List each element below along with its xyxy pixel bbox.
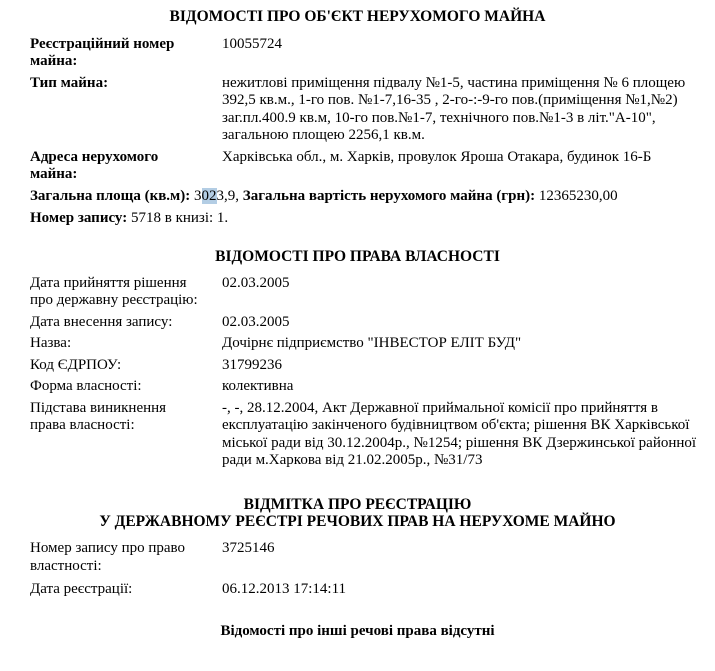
field-label-decision-date: Дата прийняття рішення про державну реєстрацію:: [30, 274, 198, 309]
field-value-ownership-form: колективна: [222, 378, 294, 395]
other-rights-note: Відомості про інші речові права відсутні: [220, 622, 495, 639]
field-value-ownership-basis: -, -, 28.12.2004, Акт Державної приймальної комісії про прийняття в експлуатацію закінченого будівництвом об'єкта; рішення ВК Харківської міської ради від 30.12.2004р., №1254; рішення ВК Дзержинської районної ради м.Харкова від 21.02.2005р., №31/73: [222, 399, 697, 469]
field-label-ownership-form: Форма власності:: [30, 378, 142, 395]
selected-text: 02: [201, 187, 217, 204]
field-label-owner-name: Назва:: [30, 335, 72, 352]
field-value-right-record-number: 3725146: [222, 540, 275, 557]
section-title-registry-mark: [0, 496, 715, 532]
area-and-value-line: [0, 188, 715, 206]
field-value-entry-date: 02.03.2005: [222, 313, 290, 330]
field-label-registration-date: Дата реєстрації:: [30, 581, 133, 598]
field-value-edrpou-code: 31799236: [222, 356, 282, 373]
section-title-object-info: ВІДОМОСТІ ПРО ОБ'ЄКТ НЕРУХОМОГО МАЙНА: [169, 8, 546, 25]
field-label-entry-date: Дата внесення запису:: [30, 313, 173, 330]
record-number-label: Номер запису:: [30, 210, 128, 227]
field-row-registration-number: [0, 36, 715, 71]
record-number-value: 5718 в книзі: 1.: [130, 210, 229, 227]
field-label-property-address: Адреса нерухомого майна:: [30, 148, 159, 183]
field-value-registration-date: 06.12.2013 17:14:11: [222, 581, 347, 598]
field-row-owner-name: [0, 335, 715, 353]
field-value-owner-name: Дочірнє підприємство "ІНВЕСТОР ЕЛІТ БУД": [222, 335, 522, 352]
field-row-entry-date: [0, 314, 715, 332]
total-cost-label: Загальна вартість нерухомого майна (грн):: [242, 187, 536, 204]
field-row-edrpou-code: [0, 357, 715, 375]
registry-mark-title-line2: У ДЕРЖАВНОМУ РЕЄСТРІ РЕЧОВИХ ПРАВ НА НЕРУХОМЕ МАЙНО: [99, 513, 616, 531]
field-label-ownership-basis: Підстава виникнення права власності:: [30, 399, 167, 434]
field-row-decision-date: [0, 275, 715, 310]
total-cost-value: 12365230,00: [538, 187, 618, 204]
field-row-registration-date: [0, 581, 715, 599]
section-title-ownership: ВІДОМОСТІ ПРО ПРАВА ВЛАСНОСТІ: [215, 247, 500, 265]
field-value-decision-date: 02.03.2005: [222, 274, 290, 291]
field-row-property-address: [0, 149, 715, 184]
field-value-registration-number: 10055724: [222, 35, 282, 52]
field-row-property-type: [0, 75, 715, 145]
field-label-registration-number: Реєстраційний номер майна:: [30, 35, 175, 70]
field-row-right-record-number: [0, 540, 715, 575]
field-label-edrpou-code: Код ЄДРПОУ:: [30, 356, 122, 373]
field-label-right-record-number: Номер запису про право властності:: [30, 540, 186, 574]
field-row-ownership-form: [0, 378, 715, 396]
total-area-label: Загальна площа (кв.м):: [30, 187, 191, 204]
registry-mark-title-line1: ВІДМІТКА ПРО РЕЄСТРАЦІЮ: [243, 495, 472, 513]
field-value-property-type: нежитлові приміщення підвалу №1-5, частина приміщення № 6 площею 392,5 кв.м., 1-го пов. №1-7,16-35 , 2-го-:-9-го пов.(приміщення №1,№2) заг.пл.400.9 кв.м, 10-го пов.№1-7, технічного пов.№1-3 в літ."А-10", загальною площею 2256,1 кв.м.: [222, 74, 686, 144]
record-number-line: [0, 210, 715, 228]
field-row-ownership-basis: [0, 400, 715, 470]
total-area-value-prefix: 3: [194, 187, 202, 204]
field-value-property-address: Харківська обл., м. Харків, провулок Яроша Отакара, будинок 16-Б: [222, 148, 652, 165]
total-area-value-suffix: 3,9,: [216, 187, 240, 204]
field-label-property-type: Тип майна:: [30, 74, 109, 91]
